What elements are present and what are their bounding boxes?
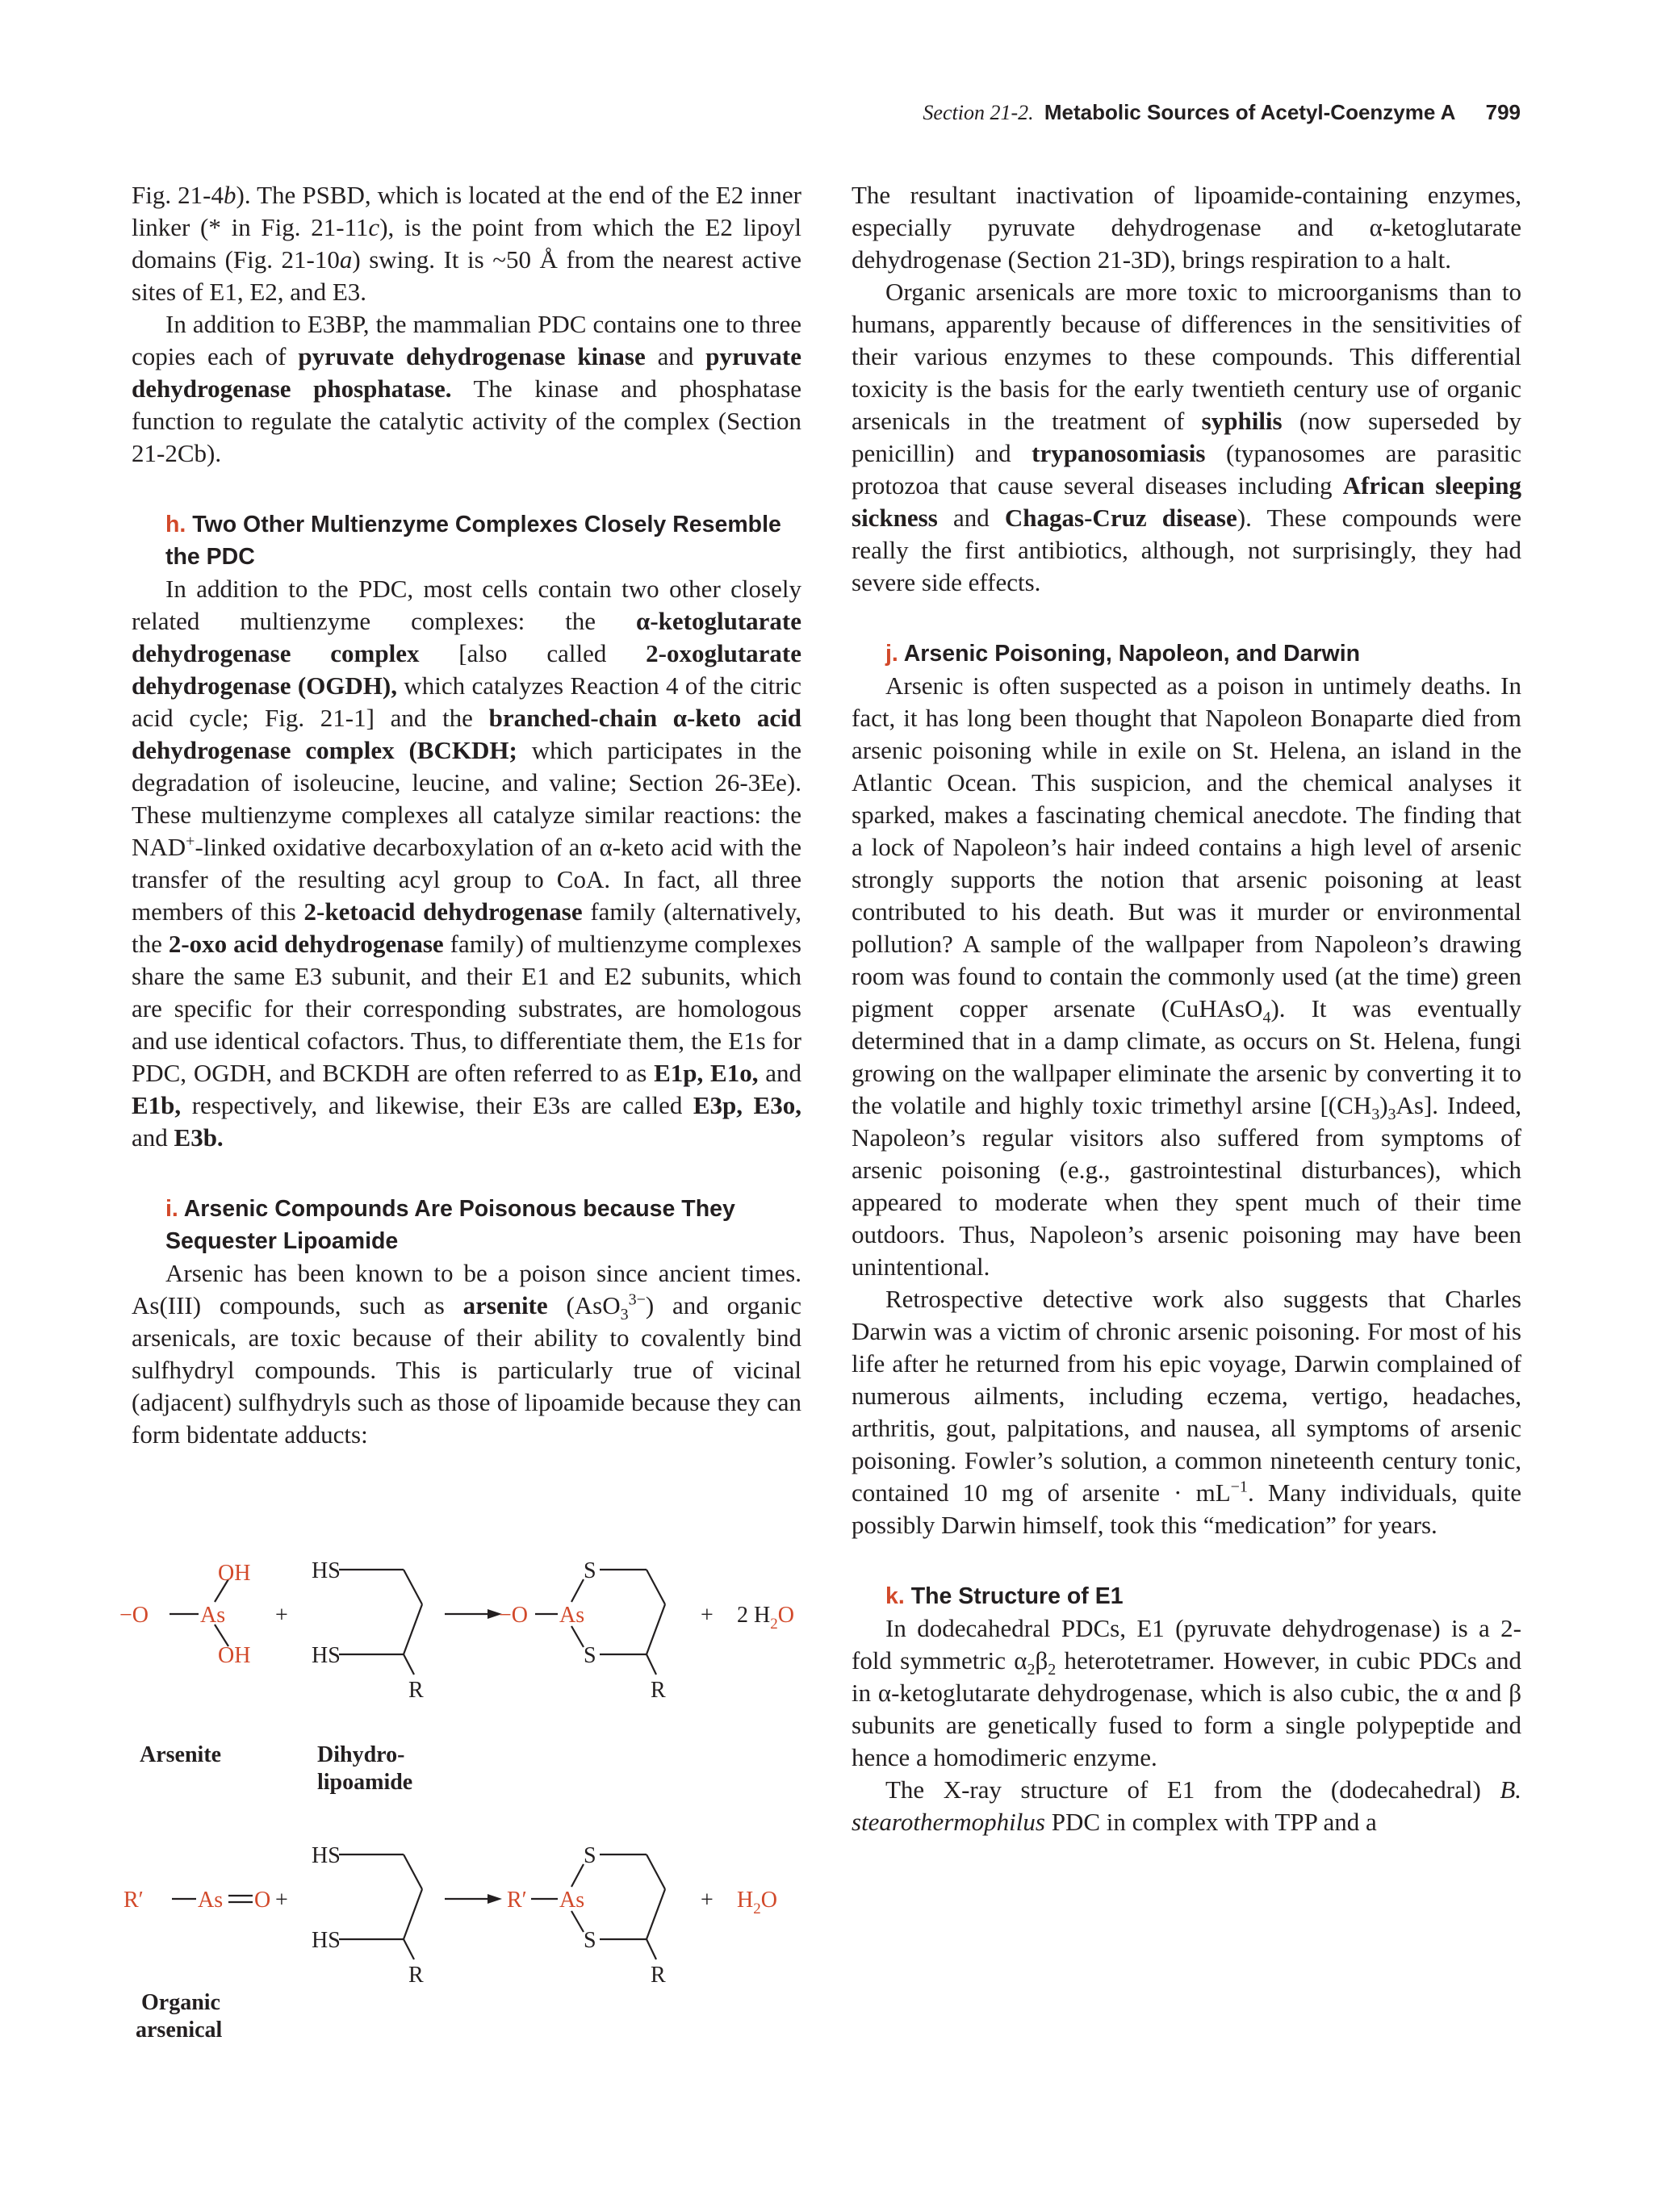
plus-sign: + [275,1603,288,1628]
atom-r: R [651,1678,666,1703]
atom-as: As [559,1888,585,1913]
plus-sign: + [275,1888,288,1913]
atom-o-minus: −O [119,1603,149,1628]
dihydrolipoamide-label: lipoamide [317,1770,413,1795]
atom-s: S [584,1928,596,1953]
paragraph: Retrospective detective work also suggests that Charles Darwin was a victim of chronic arsenic poisoning. For most of his life after he returned from his epic voyage, Darwin complained of numerous ailments, including eczema, vertigo, headaches, arthritis, gout, palpitations, and nausea, all symptoms of arsenic poisoning. Fowler’s solution, a common nineteenth century tonic, contained 10 mg of arsenite · $mL^{-1}$. Many individuals, quite possibly Darwin himself, took this “medication” for years. [852,1285,1521,1539]
atom-hs: HS [312,1928,341,1953]
plus-sign: + [701,1603,714,1628]
atom-oh: OH [218,1643,251,1668]
atom-hs: HS [312,1558,341,1583]
paragraph: Arsenic has been known to be a poison since ancient times. As(III) compounds, such as arsenite (AsO$_3^{3-}$) and organic arsenicals, are toxic because of their ability to covalently bind sulfhydryl compounds. This is particularly true of vicinal (adjacent) sulfhydryls such as those of lipoamide because they can form bidentate adducts: [132,1259,801,1449]
water-coefficient: 2 $H_2O$ [737,1603,794,1633]
plus-sign: + [701,1888,714,1913]
arrow-head-2 [488,1894,502,1904]
atom-r: R [408,1678,424,1703]
right-column [852,179,1521,1838]
section-heading-k: k. The Structure of E1 [885,1583,1124,1609]
atom-s: S [584,1643,596,1668]
atom-r-prime: R′ [507,1888,527,1913]
paragraph: The X-ray structure of E1 from the (dodecahedral) B. stearothermophilus PDC in complex with TPP and a [852,1775,1521,1836]
paragraph: In addition to E3BP, the mammalian PDC contains one to three copies each of pyruvate dehydrogenase kinase and pyruvate dehydrogenase phosphatase. The kinase and phosphatase function to regulate the catalytic activity of the complex (Section 21-2Cb). [132,310,802,467]
atom-hs: HS [312,1643,341,1668]
paragraph: The resultant inactivation of lipoamide-containing enzymes, especially pyruvate dehydrogenase and α-ketoglutarate dehydrogenase (Section 21-3D), brings respiration to a halt. [852,181,1521,274]
atom-as: As [559,1603,585,1628]
atom-o: O [254,1888,271,1913]
atom-o-minus: −O [499,1603,529,1628]
paragraph: Fig. 21-4b). The PSBD, which is located at the end of the E2 inner linker (* in Fig. 21-11c), is the point from which the E2 lipoyl domains (Fig. 21-10a) swing. It is ~50 Å from the nearest active sites of E1, E2, and E3. [132,181,801,306]
section-heading-j: j. Arsenic Poisoning, Napoleon, and Darwin [885,641,1361,667]
reaction-scheme [119,1537,814,2054]
water: $H_2O$ [737,1888,777,1917]
atom-oh: OH [218,1561,251,1586]
header-section: Section 21-2. [923,101,1034,124]
atom-r-prime: R′ [123,1888,144,1913]
section-heading-i: i. Arsenic Compounds Are Poisonous because They Sequester Lipoamide [165,1196,735,1254]
paragraph: In addition to the PDC, most cells contain two other closely related multienzyme complexes: the α-ketoglutarate dehydrogenase complex [also called 2-oxoglutarate dehydrogenase (OGDH), which catalyzes Reaction 4 of the citric acid cycle; Fig. 21-1] and the branched-chain α-keto acid dehydrogenase complex (BCKDH; which participates in the degradation of isoleucine, leucine, and valine; Section 26-3Ee). These multienzyme complexes all catalyze similar reactions: the NAD+-linked oxidative decarboxylation of an α-keto acid with the transfer of the resulting acyl group to CoA. In fact, all three members of this 2-ketoacid dehydrogenase family (alternatively, the 2-oxo acid dehydrogenase family) of multienzyme complexes share the same E3 subunit, and their E1 and E2 subunits, which are specific for their corresponding substrates, are homologous and use identical cofactors. Thus, to differentiate them, the E1s for PDC, OGDH, and BCKDH are often referred to as E1p, E1o, and E1b, respectively, and likewise, their E3s are called E3p, E3o, and E3b. [132,575,802,1152]
atom-as: As [200,1603,226,1628]
left-column [132,179,801,1451]
paragraph: Organic arsenicals are more toxic to microorganisms than to humans, apparently because of differences in the sensitivities of their various enzymes to these compounds. This differential toxicity is the basis for the early twentieth century use of organic arsenicals in the treatment of syphilis (now superseded by penicillin) and trypanosomiasis (typanosomes are parasitic protozoa that cause several diseases including African sleeping sickness and Chagas-Cruz disease). These compounds were really the first antibiotics, although, not surprisingly, they had severe side effects. [852,278,1521,596]
section-heading-h: h. Two Other Multienzyme Complexes Closely Resemble the PDC [165,512,781,570]
atom-as: As [198,1888,224,1913]
atom-s: S [584,1558,596,1583]
atom-hs: HS [312,1843,341,1868]
paragraph: Arsenic is often suspected as a poison in untimely deaths. In fact, it has long been thought that Napoleon Bonaparte died from arsenic poisoning while in exile on St. Helena, an island in the Atlantic Ocean. This suspicion, and the chemical analyses it sparked, makes a fascinating chemical anecdote. The finding that a lock of Napoleon’s hair indeed contains a high level of arsenic strongly supports the notion that arsenic poisoning at least contributed to his death. But was it murder or environmental pollution? A sample of the wallpaper from Napoleon’s drawing room was found to contain the commonly used (at the time) green pigment copper arsenate (CuHAsO$_4$). It was eventually determined that in a damp climate, as occurs on St. Helena, fungi growing on the wallpaper eliminate the arsenic by converting it to the volatile and highly toxic trimethyl arsine $[(CH_3)_3As]$. Indeed, Napoleon’s regular visitors also suffered from symptoms of arsenic poisoning (e.g., gastrointestinal disturbances), which appeared to moderate when they spent much of their time outdoors. Thus, Napoleon’s arsenic poisoning may have been unintentional. [852,671,1522,1281]
atom-r: R [408,1963,424,1988]
atom-r: R [651,1963,666,1988]
atom-s: S [584,1843,596,1868]
running-header [923,100,1521,125]
page-number: 799 [1485,100,1521,124]
header-title: Metabolic Sources of Acetyl-Coenzyme A [1044,100,1456,124]
reaction-scheme-svg [119,1537,814,2054]
arsenite-label: Arsenite [140,1742,222,1767]
dihydrolipoamide-label: Dihydro- [317,1742,405,1767]
organic-arsenical-label: Organic [141,1990,220,2015]
paragraph: In dodecahedral PDCs, E1 (pyruvate dehydrogenase) is a 2-fold symmetric $\alpha_2\beta_2$ heterotetramer. However, in cubic PDCs and in α-ketoglutarate dehydrogenase, which is also cubic, the α and β subunits are genetically fused to form a single polypeptide and hence a homodimeric enzyme. [852,1614,1521,1771]
organic-arsenical-label: arsenical [136,2018,223,2043]
